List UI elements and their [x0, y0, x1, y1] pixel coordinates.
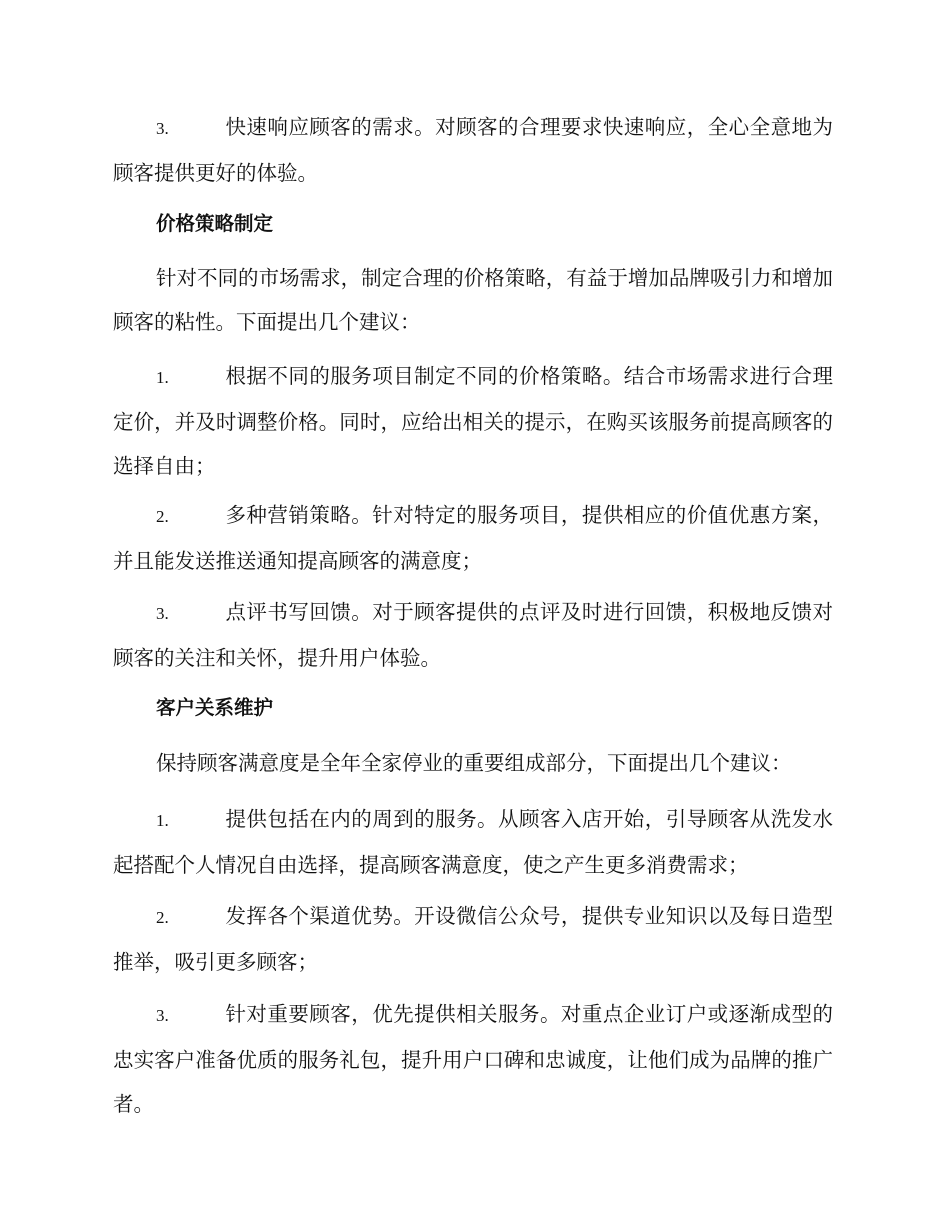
list-number: 1.	[156, 811, 169, 830]
list-number: 3.	[156, 604, 169, 623]
list-item	[113, 797, 833, 887]
list-item-text: 发挥各个渠道优势。开设微信公众号，提供专业知识以及每日造型推举，吸引更多顾客；	[113, 904, 833, 974]
section-heading-customer-relations: 客户关系维护	[156, 696, 274, 719]
paragraph: 针对不同的市场需求，制定合理的价格策略，有益于增加品牌吸引力和增加顾客的粘性。下面提出几个建议：	[113, 266, 833, 334]
list-item-text: 点评书写回馈。对于顾客提供的点评及时进行回馈，积极地反馈对顾客的关注和关怀，提升用户体验。	[113, 600, 833, 670]
list-item	[113, 992, 833, 1126]
list-item-text: 快速响应顾客的需求。对顾客的合理要求快速响应，全心全意地为顾客提供更好的体验。	[113, 115, 833, 185]
list-number: 3.	[156, 119, 169, 138]
list-item	[113, 493, 833, 583]
section-heading-pricing: 价格策略制定	[156, 212, 274, 235]
list-item	[113, 894, 833, 984]
list-number: 3.	[156, 1006, 169, 1025]
list-item	[113, 354, 833, 488]
list-number: 1.	[156, 368, 169, 387]
list-item-text: 提供包括在内的周到的服务。从顾客入店开始，引导顾客从洗发水起搭配个人情况自由选择，提高顾客满意度，使之产生更多消费需求；	[113, 807, 833, 877]
list-number: 2.	[156, 908, 169, 927]
paragraph: 保持顾客满意度是全年全家停业的重要组成部分，下面提出几个建议：	[156, 751, 792, 775]
list-number: 2.	[156, 507, 169, 526]
list-item-text: 根据不同的服务项目制定不同的价格策略。结合市场需求进行合理定价，并及时调整价格。同时，应给出相关的提示，在购买该服务前提高顾客的选择自由；	[113, 364, 833, 478]
list-item-text: 针对重要顾客，优先提供相关服务。对重点企业订户或逐渐成型的忠实客户准备优质的服务礼包，提升用户口碑和忠诚度，让他们成为品牌的推广者。	[113, 1002, 833, 1116]
list-item	[113, 590, 833, 680]
list-item-text: 多种营销策略。针对特定的服务项目，提供相应的价值优惠方案，并且能发送推送通知提高顾客的满意度；	[113, 503, 833, 573]
list-item	[113, 105, 833, 195]
